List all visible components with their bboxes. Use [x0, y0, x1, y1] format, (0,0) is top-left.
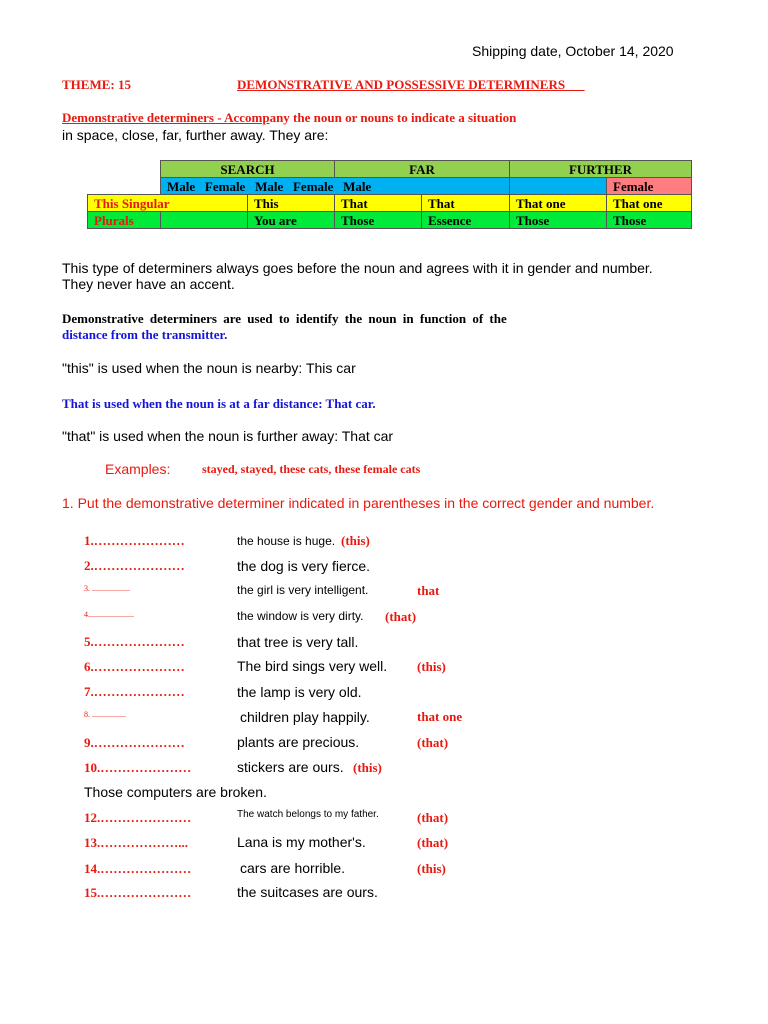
paragraph-2-line-2: distance from the transmitter. — [62, 327, 228, 342]
exercise-number: 6.………………… — [84, 659, 185, 674]
exercise-number: 10.………………… — [84, 760, 192, 775]
exercise-sentence: The bird sings very well. — [237, 658, 388, 674]
paragraph-2-line-1: Demonstrative determiners are used to identify the noun in function of the — [62, 311, 507, 326]
table-gender-row — [88, 178, 692, 195]
table-cell: Essence — [422, 212, 510, 229]
exercise-number: 14.………………… — [84, 861, 192, 876]
plural-label: Plurals — [88, 212, 161, 229]
exercise-sentence: the window is very dirty. — [237, 609, 364, 623]
exercise-sentence: The watch belongs to my father. — [237, 809, 379, 820]
exercise-sentence: cars are horrible. — [240, 860, 346, 876]
table-cell: That — [422, 195, 510, 212]
exercise-sentence: the house is huge. — [237, 534, 336, 548]
table-cell: Those — [510, 212, 607, 229]
header-further: FURTHER — [510, 161, 692, 178]
rule-that-further: "that" is used when the noun is further away: That car — [62, 428, 394, 444]
intro-line-1: Demonstrative determiners - Accompany the noun or nouns to indicate a situation — [62, 110, 517, 125]
exercise-number: 2.………………… — [84, 558, 185, 573]
exercise-sentence: Those computers are broken. — [84, 784, 267, 800]
examples-label: Examples: — [105, 461, 171, 477]
exercise-sentence: plants are precious. — [237, 734, 360, 750]
table-cell: That one — [510, 195, 607, 212]
gender-cell-empty — [510, 178, 607, 195]
exercise-sentence: stickers are ours. — [237, 759, 344, 775]
exercise-number: 3. ................... — [84, 584, 130, 593]
exercise-sentence: children play happily. — [240, 709, 370, 725]
header-far: FAR — [335, 161, 510, 178]
exercise-number: 7.………………… — [84, 684, 185, 699]
paragraph-1-line-1: This type of determiners always goes before the noun and agrees with it in gender and number. — [62, 260, 653, 276]
exercise-hint: (that) — [417, 810, 449, 825]
exercise-hint: (that) — [417, 735, 449, 750]
shipping-date: Shipping date, October 14, 2020 — [472, 43, 674, 59]
exercise-hint: (this) — [417, 861, 446, 876]
exercise-hint: (that) — [385, 609, 417, 624]
table-header-row — [88, 161, 692, 178]
exercise-number: 5.………………… — [84, 634, 185, 649]
exercise-hint: that one — [417, 709, 463, 724]
exercise-hint: (this) — [341, 533, 370, 548]
singular-label: This Singular — [88, 195, 248, 212]
exercise-hint: (this) — [417, 659, 446, 674]
exercise-hint: (that) — [417, 835, 449, 850]
table-cell: Those — [335, 212, 422, 229]
determiners-table — [87, 160, 692, 229]
paragraph-1-line-2: They never have an accent. — [62, 276, 235, 292]
exercise-number: 15.………………… — [84, 885, 192, 900]
exercise-sentence: the dog is very fierce. — [237, 558, 371, 574]
exercise-number: 9.………………… — [84, 735, 185, 750]
table-cell — [161, 212, 248, 229]
gender-labels: Male Female Male Female Male — [161, 178, 510, 195]
table-cell: That — [335, 195, 422, 212]
exercise-hint: that — [417, 583, 440, 598]
exercise-number: 4....................... — [84, 610, 134, 619]
examples-text: stayed, stayed, these cats, these female cats — [202, 462, 421, 476]
exercise-number: 12.………………… — [84, 810, 192, 825]
theme-label: THEME: 15 — [62, 77, 131, 92]
exercise-sentence: that tree is very tall. — [237, 634, 359, 650]
table-cell: Those — [607, 212, 692, 229]
theme-title: DEMONSTRATIVE AND POSSESSIVE DETERMINERS — [237, 77, 566, 92]
table-plural-row — [88, 212, 692, 229]
rule-that-far: That is used when the noun is at a far distance: That car. — [62, 396, 376, 411]
rule-this: "this" is used when the noun is nearby: This car — [62, 360, 356, 376]
table-singular-row — [88, 195, 692, 212]
exercise-sentence: the girl is very intelligent. — [237, 583, 369, 597]
header-search: SEARCH — [161, 161, 335, 178]
table-cell: You are — [248, 212, 335, 229]
exercise-instruction: 1. Put the demonstrative determiner indicated in parentheses in the correct gender and number. — [62, 495, 655, 511]
exercise-sentence: the suitcases are ours. — [237, 884, 378, 900]
exercise-hint: (this) — [353, 760, 382, 775]
gender-cell-female: Female — [607, 178, 692, 195]
exercise-number: 13.………………... — [84, 835, 188, 850]
exercise-number: 1.………………… — [84, 533, 185, 548]
table-cell: That one — [607, 195, 692, 212]
exercise-sentence: the lamp is very old. — [237, 684, 362, 700]
table-cell: This — [248, 195, 335, 212]
exercise-sentence: Lana is my mother's. — [237, 834, 366, 850]
intro-line-2: in space, close, far, further away. They are: — [62, 127, 329, 143]
exercise-number: 8. ................. — [84, 710, 126, 719]
